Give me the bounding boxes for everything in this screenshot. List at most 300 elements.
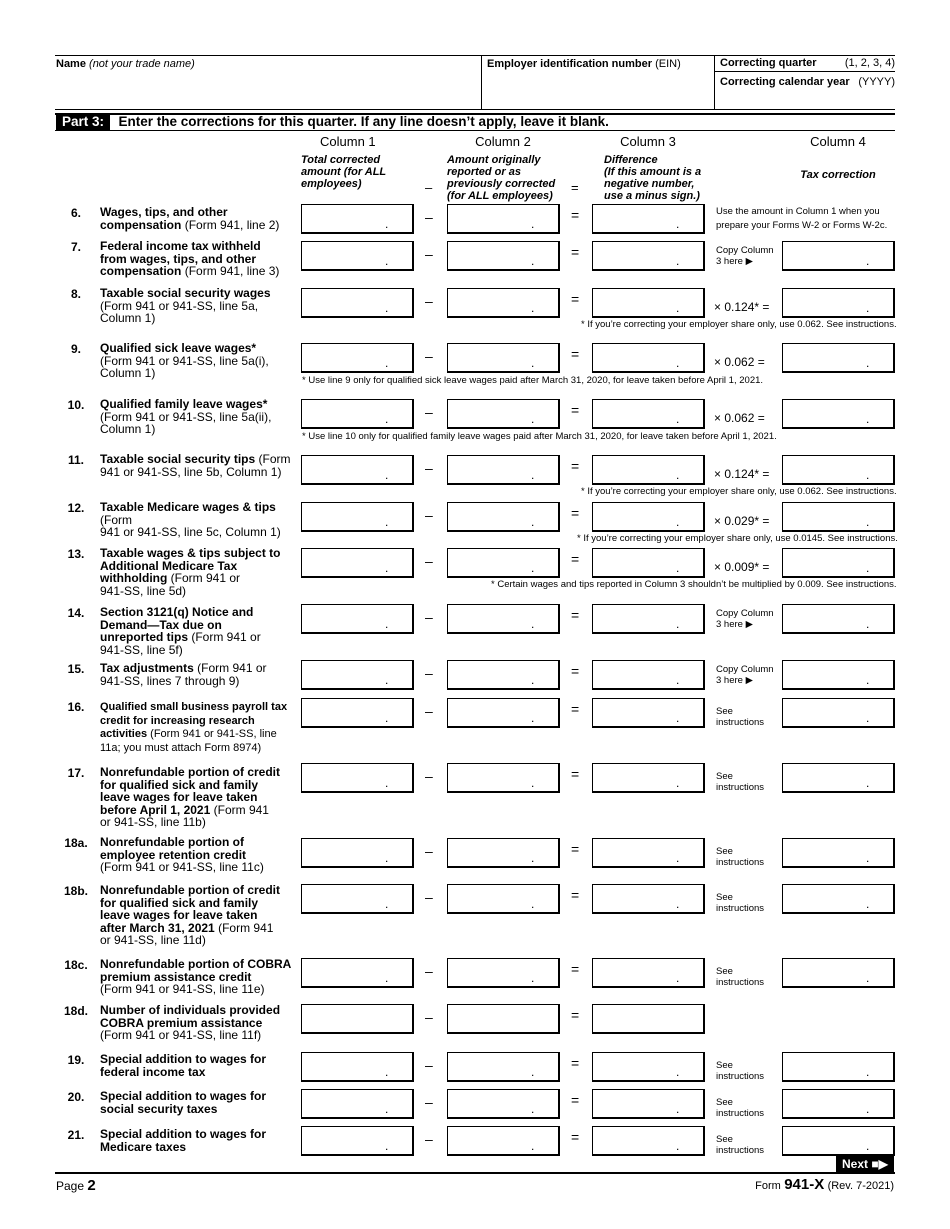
column-1-input[interactable] [301, 763, 414, 793]
tax-rate-multiplier: × 0.062 = [714, 411, 765, 425]
column-2-input[interactable] [447, 884, 560, 914]
decimal-point: . [676, 897, 680, 911]
line-number: 16. [67, 700, 85, 714]
description-text: Column 1) [100, 311, 156, 325]
description-text: Qualified small business payroll tax [100, 701, 288, 713]
column-2-subheading [447, 154, 555, 202]
description-text: 941 or 941-SS, line 5c, Column 1) [100, 525, 281, 539]
description-line [100, 1066, 295, 1079]
see-instructions [716, 1060, 781, 1082]
column-4-input[interactable] [782, 288, 895, 318]
column-3-input[interactable] [592, 288, 705, 318]
column-4-subheading: Tax correction [800, 169, 876, 181]
description-text: Taxable social security wages [100, 286, 271, 300]
decimal-point: . [866, 711, 870, 725]
see-line: See [716, 846, 733, 857]
minus-sign: – [425, 507, 433, 523]
column-1-input[interactable] [301, 1004, 414, 1034]
description-text: COBRA premium assistance [100, 1015, 263, 1030]
name-field[interactable] [56, 58, 195, 70]
minus-sign: – [425, 768, 433, 784]
footer-rule [55, 1172, 895, 1174]
equals-sign: = [571, 505, 580, 521]
column-2-input[interactable] [447, 343, 560, 373]
equals-sign: = [571, 291, 580, 307]
tax-rate-multiplier: × 0.009* = [714, 560, 770, 574]
decimal-point: . [676, 851, 680, 865]
column-3-input[interactable] [592, 838, 705, 868]
line-description [100, 662, 295, 687]
column-4-heading: Column 4 [810, 134, 866, 149]
description-ref: (Form [100, 512, 132, 527]
column-2-input[interactable] [447, 399, 560, 429]
description-line [100, 466, 295, 479]
description-text: Column 1) [100, 422, 156, 436]
minus-sign: – [425, 1094, 433, 1110]
decimal-point: . [866, 1065, 870, 1079]
line-number: 10. [67, 398, 85, 412]
description-ref: (Form [255, 452, 291, 466]
column-1-input[interactable] [301, 548, 414, 578]
column-2-input[interactable] [447, 698, 560, 728]
decimal-point: . [531, 851, 535, 865]
description-text: Special addition to wages for [100, 1052, 267, 1066]
line-description [100, 1090, 295, 1115]
decimal-point: . [385, 897, 389, 911]
decimal-point: . [531, 356, 535, 370]
c3-sub-line: (If this amount is a [604, 166, 702, 178]
line-number: 8. [70, 287, 81, 301]
see-instructions [716, 846, 781, 868]
line-number: 18a. [64, 836, 88, 850]
decimal-point: . [385, 776, 389, 790]
line-footnote: * If you’re correcting your employer share only, use 0.0145. See instructions. [577, 533, 898, 544]
column-3-input[interactable] [592, 343, 705, 373]
decimal-point: . [385, 617, 389, 631]
description-text: employee retention credit [100, 847, 247, 862]
description-text: credit for increasing research [100, 714, 255, 727]
column-3-input[interactable] [592, 1089, 705, 1119]
line-description [100, 501, 295, 539]
column-2-input[interactable] [447, 763, 560, 793]
column-3-input[interactable] [592, 763, 705, 793]
line-number: 6. [70, 206, 81, 220]
column-2-input[interactable] [447, 604, 560, 634]
equals-sign: = [571, 607, 580, 623]
part-title: Enter the corrections for this quarter. If any line doesn’t apply, leave it blank. [118, 114, 609, 129]
see-line: instructions [716, 903, 765, 914]
description-text: Medicare taxes [100, 1139, 187, 1154]
description-line [100, 727, 295, 741]
decimal-point: . [866, 776, 870, 790]
column-4-input[interactable] [782, 399, 895, 429]
description-text: Nonrefundable portion of COBRA [100, 957, 292, 971]
description-ref: (Form 941 or [193, 661, 267, 675]
note-line: prepare your Forms W-2 or Forms W-2c. [716, 220, 888, 231]
minus-sign: – [425, 209, 433, 225]
year-top-rule [714, 71, 895, 72]
column-3-input[interactable] [592, 958, 705, 988]
description-ref: (Form 941 [214, 920, 274, 935]
description-text: federal income tax [100, 1064, 206, 1079]
line-footnote: * Use line 9 only for qualified sick leave wages paid after March 31, 2020, for leave taken before April 1, 2021. [302, 375, 764, 386]
description-text: Wages, tips, and other [100, 205, 228, 219]
column-1-input[interactable] [301, 399, 414, 429]
description-text: Taxable social security tips [100, 452, 256, 466]
minus-sign: – [425, 1009, 433, 1025]
line-description [100, 884, 295, 947]
line-description [100, 240, 295, 278]
next-button[interactable]: Next ■▶ [836, 1155, 894, 1173]
see-line: instructions [716, 782, 765, 793]
column-1-input[interactable] [301, 1126, 414, 1156]
equals-sign: = [571, 458, 580, 474]
line-number: 7. [70, 240, 81, 254]
description-text: Taxable Medicare wages & tips [100, 500, 276, 514]
decimal-point: . [866, 1102, 870, 1116]
decimal-point: . [866, 897, 870, 911]
c1-sub-line: employees) [301, 178, 362, 190]
column-1-input[interactable] [301, 502, 414, 532]
c2-sub-line: Amount originally [447, 154, 541, 166]
description-text: 941-SS, line 5f) [100, 642, 183, 657]
decimal-point: . [676, 356, 680, 370]
see-line: See [716, 1097, 733, 1108]
line-number: 9. [70, 342, 81, 356]
equals-sign: = [571, 551, 580, 567]
description-ref: (Form 941, line 2) [181, 217, 280, 232]
column-3-input[interactable] [592, 660, 705, 690]
description-text: (Form 941 or 941-SS, line 5a(ii), [100, 409, 272, 424]
description-text: (Form 941 or 941-SS, line 5a(i), [100, 353, 269, 368]
column-2-input[interactable] [447, 1052, 560, 1082]
column-3-input[interactable] [592, 241, 705, 271]
decimal-point: . [531, 561, 535, 575]
column-4-input[interactable] [782, 660, 895, 690]
column-4-input[interactable] [782, 1052, 895, 1082]
description-text: Special addition to wages for [100, 1089, 267, 1103]
see-instructions [716, 1134, 781, 1156]
year-format: (YYYY) [858, 76, 895, 88]
column-1-input[interactable] [301, 1089, 414, 1119]
description-text: Qualified sick leave wages* [100, 341, 257, 355]
description-line [100, 367, 295, 380]
column-2-input[interactable] [447, 241, 560, 271]
minus-sign: – [425, 1057, 433, 1073]
see-instructions [716, 966, 781, 988]
column-1-input[interactable] [301, 698, 414, 728]
description-line [100, 700, 295, 714]
column-1-input[interactable] [301, 838, 414, 868]
note-line: Use the amount in Column 1 when you [716, 206, 880, 217]
decimal-point: . [385, 515, 389, 529]
line-description [100, 1128, 295, 1153]
form-label: Form [755, 1180, 781, 1192]
decimal-point: . [676, 515, 680, 529]
column-3-input[interactable] [592, 548, 705, 578]
column-1-input[interactable] [301, 958, 414, 988]
c2-sub-line: (for ALL employees) [447, 190, 553, 202]
description-text: Taxable wages & tips subject to [100, 546, 281, 560]
column-2-input[interactable] [447, 548, 560, 578]
column-3-input[interactable] [592, 455, 705, 485]
description-text: Nonrefundable portion of credit [100, 765, 280, 779]
column-3-input[interactable] [592, 1126, 705, 1156]
description-line [100, 219, 295, 232]
see-line: See [716, 966, 733, 977]
description-line [100, 675, 295, 688]
column-4-input[interactable] [782, 698, 895, 728]
minus-sign: – [425, 246, 433, 262]
copy-line: 3 here ▶ [716, 619, 753, 630]
minus-sign: – [425, 609, 433, 625]
description-text: 941 or 941-SS, line 5b, Column 1) [100, 464, 282, 479]
decimal-point: . [531, 217, 535, 231]
description-text: or 941-SS, line 11b) [100, 815, 206, 829]
decimal-point: . [531, 515, 535, 529]
description-ref: (Form 941 or [188, 630, 261, 644]
decimal-point: . [676, 1102, 680, 1116]
header-divider-2 [714, 55, 715, 110]
decimal-point: . [866, 356, 870, 370]
line-number: 15. [67, 662, 85, 676]
copy-line: 3 here ▶ [716, 256, 753, 267]
line-description [100, 836, 295, 874]
column-4-input[interactable] [782, 548, 895, 578]
description-text: Demand—Tax due on [100, 617, 222, 632]
line-number: 14. [67, 606, 85, 620]
part-bottom-rule [55, 130, 895, 131]
description-text: Federal income tax withheld [100, 239, 261, 253]
column-3-heading: Column 3 [620, 134, 676, 149]
column-3-input[interactable] [592, 1004, 705, 1034]
column-4-input[interactable] [782, 455, 895, 485]
column-2-input[interactable] [447, 1004, 560, 1034]
header-bottom-rule [55, 109, 895, 110]
see-line: instructions [716, 857, 765, 868]
see-line: See [716, 1060, 733, 1071]
see-line: See [716, 892, 733, 903]
description-text: unreported tips [100, 630, 189, 644]
minus-sign: – [425, 703, 433, 719]
decimal-point: . [531, 301, 535, 315]
quarter-field[interactable] [720, 57, 895, 69]
column-4-input[interactable] [782, 604, 895, 634]
minus-sign: – [425, 889, 433, 905]
column-3-input[interactable] [592, 698, 705, 728]
minus-sign: – [425, 553, 433, 569]
form-num: 941-X [784, 1176, 825, 1193]
equals-sign: = [571, 244, 580, 260]
minus-sign: – [425, 404, 433, 420]
description-text: (Form 941 or 941-SS, line 11c) [100, 860, 264, 874]
column-2-input[interactable] [447, 455, 560, 485]
decimal-point: . [866, 254, 870, 268]
equals-heading: = [571, 180, 579, 195]
decimal-point: . [385, 412, 389, 426]
description-ref: (Form 941 or [167, 571, 240, 585]
c1-sub-line: Total corrected [301, 154, 381, 166]
column-2-input[interactable] [447, 660, 560, 690]
column-1-input[interactable] [301, 1052, 414, 1082]
decimal-point: . [385, 971, 389, 985]
column-2-input[interactable] [447, 204, 560, 234]
decimal-point: . [676, 776, 680, 790]
decimal-point: . [531, 897, 535, 911]
column-4-input[interactable] [782, 1126, 895, 1156]
line-description [100, 700, 295, 754]
see-instructions [716, 771, 781, 793]
column-2-input[interactable] [447, 838, 560, 868]
column-1-input[interactable] [301, 241, 414, 271]
minus-sign: – [425, 348, 433, 364]
column-3-input[interactable] [592, 502, 705, 532]
description-text: compensation [100, 217, 182, 232]
ein-label: Employer identification number [487, 58, 653, 70]
minus-heading: – [425, 180, 433, 195]
column-3-input[interactable] [592, 204, 705, 234]
line-footnote: * If you’re correcting your employer share only, use 0.062. See instructions. [581, 319, 897, 330]
column-3-input[interactable] [592, 1052, 705, 1082]
page-number [56, 1177, 96, 1194]
minus-sign: – [425, 843, 433, 859]
see-line: instructions [716, 1071, 765, 1082]
copy-line: Copy Column [716, 608, 774, 619]
see-line: See [716, 771, 733, 782]
line-description [100, 342, 295, 380]
column-4-input[interactable] [782, 343, 895, 373]
c2-sub-line: previously corrected [447, 178, 556, 190]
see-instructions [716, 892, 781, 914]
ein-abbr: (EIN) [655, 58, 681, 70]
column-4-input[interactable] [782, 1089, 895, 1119]
equals-sign: = [571, 1007, 580, 1023]
column-3-input[interactable] [592, 884, 705, 914]
decimal-point: . [676, 561, 680, 575]
description-text: Section 3121(q) Notice and [100, 605, 254, 619]
description-text: (Form 941 or 941-SS, line 11f) [100, 1028, 262, 1042]
column-1-input[interactable] [301, 455, 414, 485]
description-text: Special addition to wages for [100, 1127, 267, 1141]
description-text: Additional Medicare Tax [100, 558, 238, 573]
line-number: 21. [67, 1128, 85, 1142]
column-1-input[interactable] [301, 288, 414, 318]
column-2-input[interactable] [447, 502, 560, 532]
description-line [100, 644, 295, 657]
description-text: Nonrefundable portion of [100, 835, 244, 849]
see-instructions [716, 706, 781, 728]
line-number: 13. [67, 547, 85, 561]
column-2-input[interactable] [447, 1089, 560, 1119]
column-2-input[interactable] [447, 288, 560, 318]
line-number: 12. [67, 501, 85, 515]
decimal-point: . [385, 217, 389, 231]
column-4-input[interactable] [782, 958, 895, 988]
equals-sign: = [571, 1129, 580, 1145]
minus-sign: – [425, 963, 433, 979]
decimal-point: . [866, 561, 870, 575]
ein-field[interactable] [487, 58, 681, 70]
decimal-point: . [866, 851, 870, 865]
column-1-input[interactable] [301, 884, 414, 914]
page-label: Page [56, 1179, 85, 1193]
copy-line: Copy Column [716, 664, 774, 675]
description-text: Qualified family leave wages* [100, 397, 268, 411]
decimal-point: . [676, 217, 680, 231]
form-rev: (Rev. 7-2021) [827, 1180, 894, 1192]
description-text: activities [100, 728, 148, 740]
description-text: leave wages for leave taken [100, 790, 258, 804]
line-number: 11. [67, 453, 85, 467]
column-2-input[interactable] [447, 1126, 560, 1156]
description-text: 941-SS, lines 7 through 9) [100, 673, 240, 688]
line-description [100, 606, 295, 656]
description-text: 941-SS, line 5d) [100, 583, 187, 598]
equals-sign: = [571, 766, 580, 782]
decimal-point: . [866, 515, 870, 529]
column-2-heading: Column 2 [475, 134, 531, 149]
decimal-point: . [676, 617, 680, 631]
column-4-input[interactable] [782, 838, 895, 868]
description-text: leave wages for leave taken [100, 908, 258, 922]
column-3-input[interactable] [592, 399, 705, 429]
column-4-input[interactable] [782, 884, 895, 914]
decimal-point: . [531, 254, 535, 268]
column-1-input[interactable] [301, 204, 414, 234]
form-id [755, 1176, 894, 1193]
line-description [100, 398, 295, 436]
line-number: 19. [67, 1053, 85, 1067]
column-4-input[interactable] [782, 241, 895, 271]
description-line [100, 1141, 295, 1154]
year-field[interactable] [720, 76, 895, 88]
tax-rate-multiplier: × 0.124* = [714, 300, 770, 314]
column-4-input[interactable] [782, 502, 895, 532]
decimal-point: . [531, 1139, 535, 1153]
page-num: 2 [87, 1177, 96, 1194]
equals-sign: = [571, 701, 580, 717]
c3-sub-line: negative number, [604, 178, 695, 190]
description-text: after March 31, 2021 [100, 920, 215, 935]
description-ref: (Form 941, line 3) [181, 264, 280, 278]
column-1-input[interactable] [301, 604, 414, 634]
line-number: 18b. [63, 884, 88, 898]
column-4-note [716, 206, 896, 231]
see-line: instructions [716, 1108, 765, 1119]
column-2-input[interactable] [447, 958, 560, 988]
description-text: or 941-SS, line 11d) [100, 933, 206, 947]
decimal-point: . [866, 673, 870, 687]
equals-sign: = [571, 663, 580, 679]
minus-sign: – [425, 665, 433, 681]
decimal-point: . [531, 617, 535, 631]
column-1-input[interactable] [301, 343, 414, 373]
decimal-point: . [531, 1102, 535, 1116]
column-3-input[interactable] [592, 604, 705, 634]
line-description [100, 766, 295, 829]
column-1-input[interactable] [301, 660, 414, 690]
header-divider-1 [481, 55, 482, 110]
column-4-input[interactable] [782, 763, 895, 793]
name-note: (not your trade name) [89, 58, 195, 70]
minus-sign: – [425, 293, 433, 309]
minus-sign: – [425, 460, 433, 476]
description-line [100, 312, 295, 325]
line-description [100, 453, 295, 478]
description-line [100, 983, 295, 996]
line-footnote: * Certain wages and tips reported in Column 3 shouldn’t be multiplied by 0.009. See instructions. [491, 579, 897, 590]
description-line [100, 526, 295, 539]
